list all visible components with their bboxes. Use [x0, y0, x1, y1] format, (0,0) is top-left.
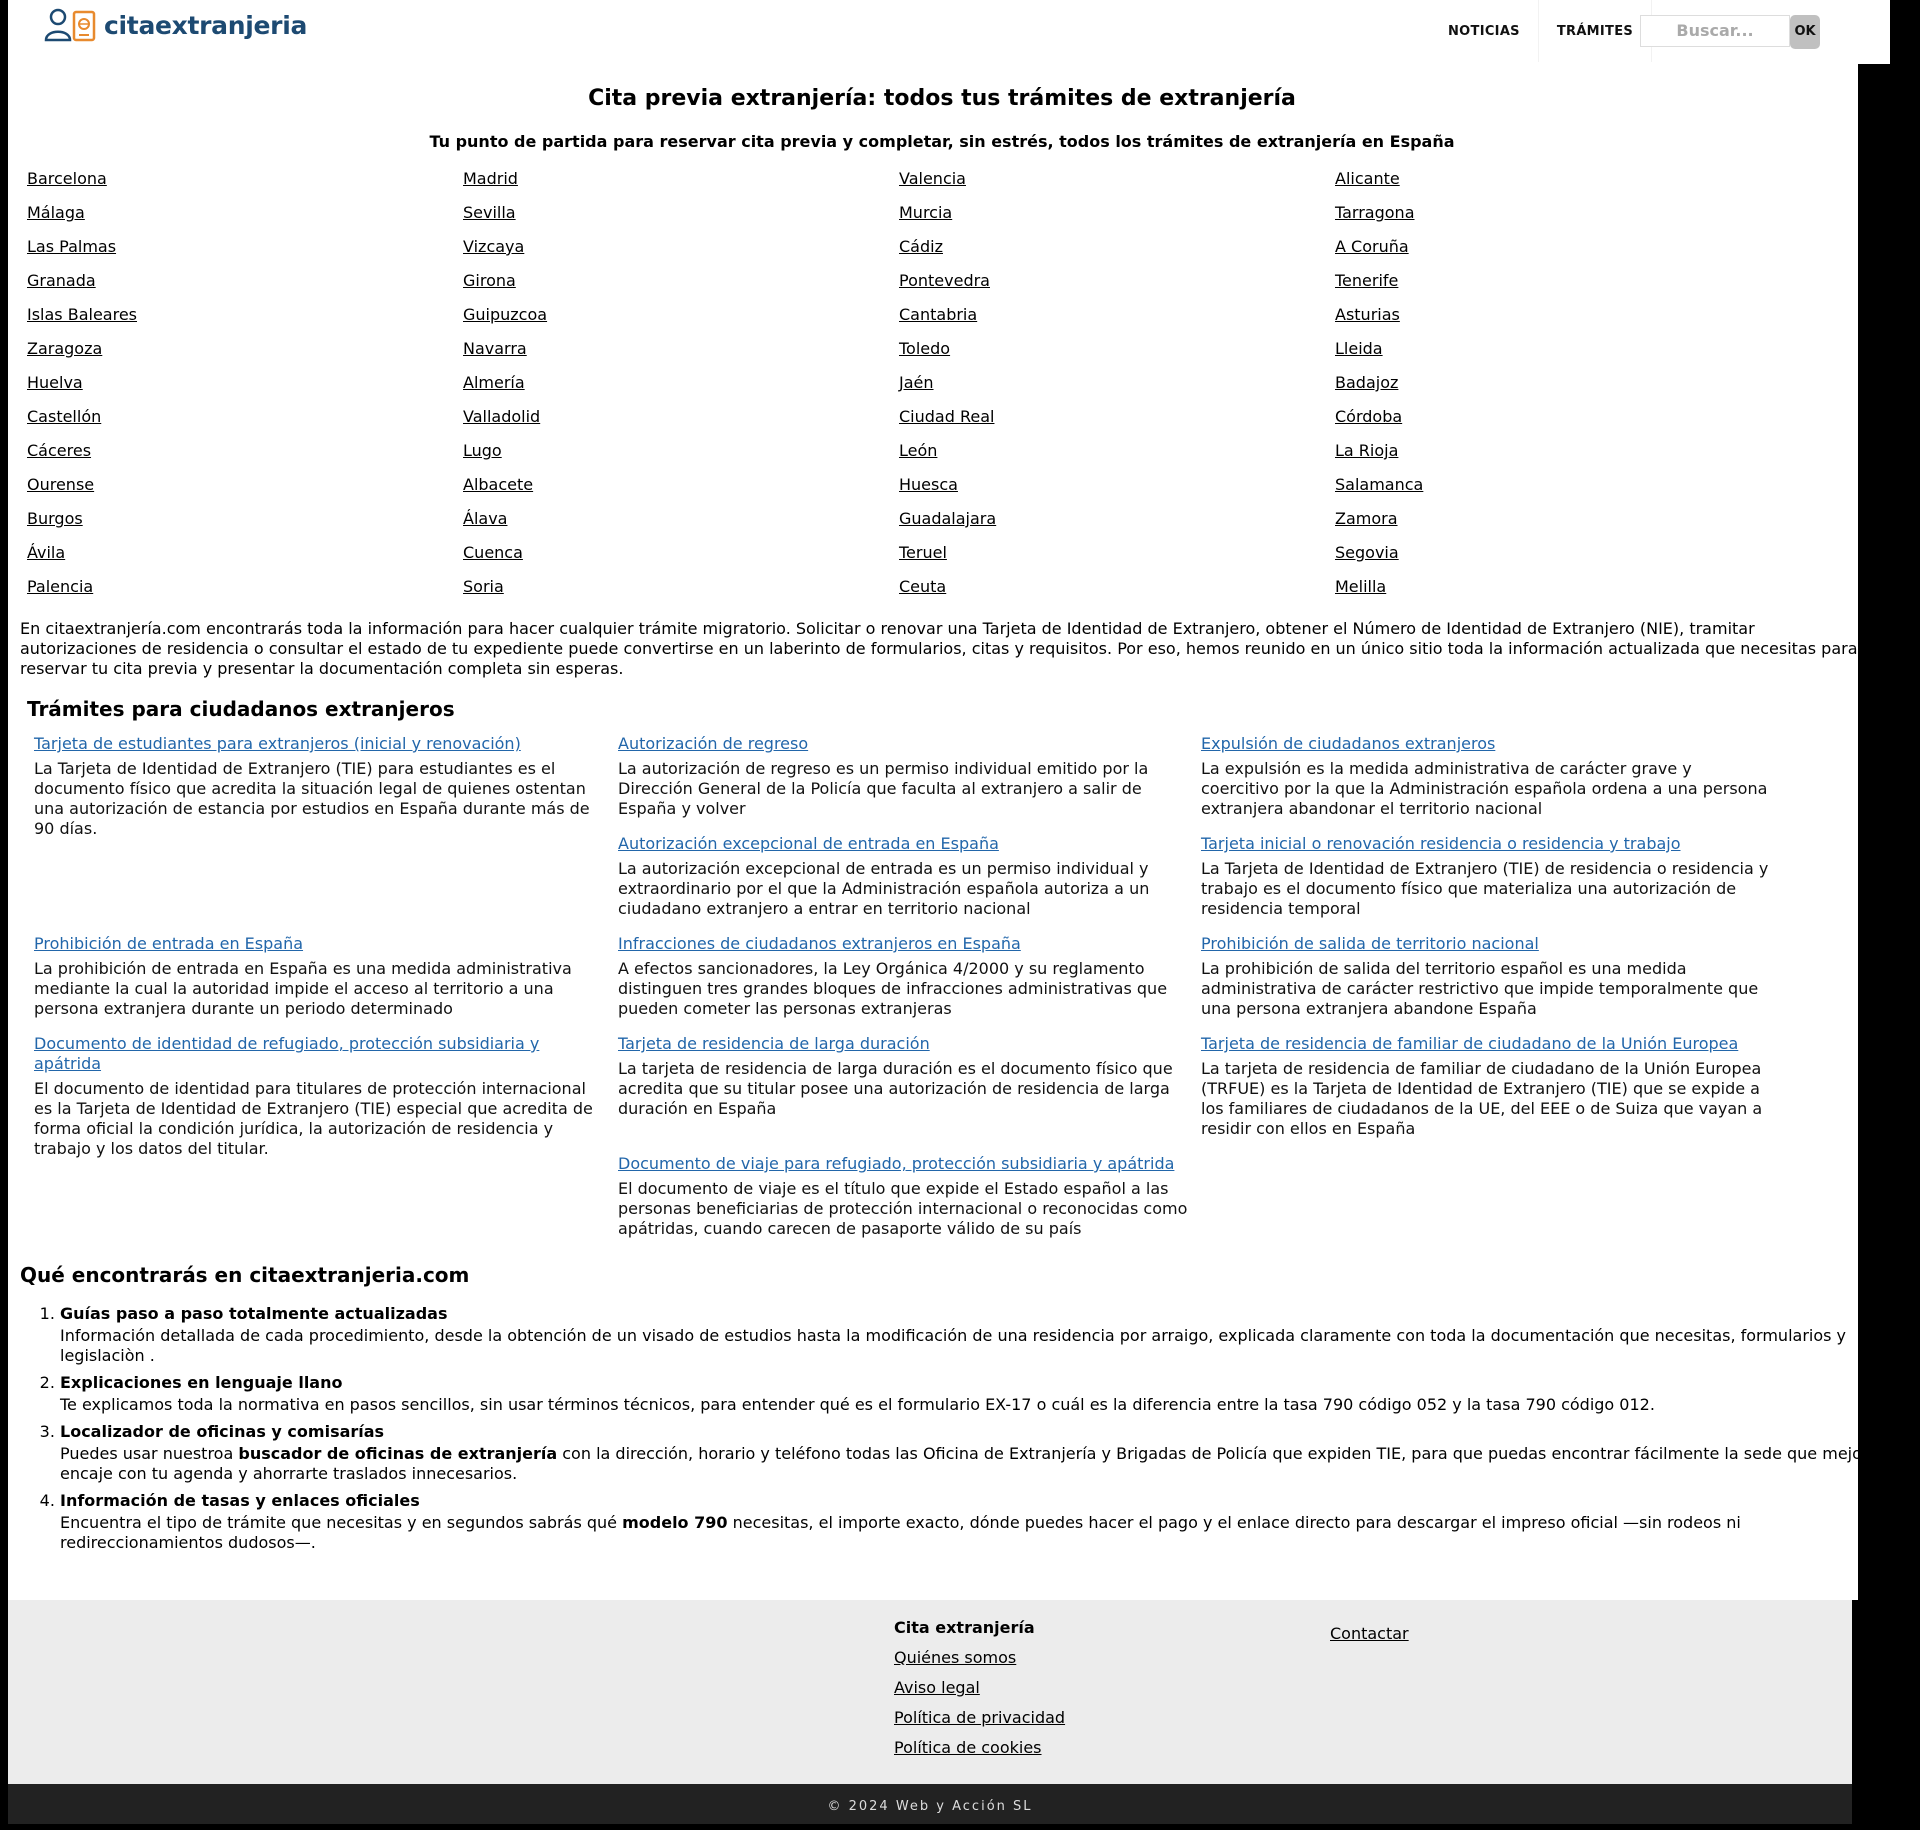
city-link[interactable]: Málaga	[27, 203, 85, 222]
city-link[interactable]: León	[899, 441, 938, 460]
footer-link-privacidad[interactable]: Política de privacidad	[894, 1708, 1066, 1727]
city-link[interactable]: Lleida	[1335, 339, 1383, 358]
city-link[interactable]: Burgos	[27, 509, 83, 528]
city-link[interactable]: Vizcaya	[463, 237, 525, 256]
features-heading: Qué encontrarás en citaextranjeria.com	[20, 1263, 470, 1287]
feature-bold-link-text: buscador de oficinas de extranjería	[238, 1444, 558, 1463]
city-link[interactable]: Castellón	[27, 407, 102, 426]
tramite-description: La Tarjeta de Identidad de Extranjero (TIE) para estudiantes es el documento físico que acredita la situación legal de quienes ostentan una autorización de estancia por estudios en España durante más de 90 días.	[34, 759, 590, 838]
search-input[interactable]: Buscar...	[1640, 15, 1790, 47]
city-link[interactable]: Soria	[463, 577, 504, 596]
tramite-link[interactable]: Infracciones de ciudadanos extranjeros en España	[618, 934, 1021, 953]
feature-text: Información detallada de cada procedimiento, desde la obtención de un visado de estudios hasta la modificación de una residencia por arraigo, explicada claramente con toda la documentación que necesitas, formularios y legislaciòn .	[60, 1326, 1847, 1365]
city-link[interactable]: Zaragoza	[27, 339, 103, 358]
tramite-link[interactable]: Prohibición de entrada en España	[34, 934, 304, 953]
city-link[interactable]: Huelva	[27, 373, 83, 392]
footer-contact-column	[1330, 1624, 1409, 1654]
city-link[interactable]: Segovia	[1335, 543, 1399, 562]
tramite-link[interactable]: Tarjeta de residencia de larga duración	[618, 1034, 930, 1053]
footer-link-contactar[interactable]: Contactar	[1330, 1624, 1409, 1643]
city-link[interactable]: Murcia	[899, 203, 953, 222]
city-link[interactable]: Valencia	[899, 169, 966, 188]
tramite-link[interactable]: Autorización excepcional de entrada en España	[618, 834, 999, 853]
tramite-link[interactable]: Tarjeta de estudiantes para extranjeros (inicial y renovación)	[34, 734, 521, 753]
feature-item	[60, 1373, 1890, 1415]
logo-text: citaextranjeria	[104, 10, 308, 40]
city-link[interactable]: Lugo	[463, 441, 502, 460]
tramite-description: La Tarjeta de Identidad de Extranjero (TIE) de residencia o residencia y trabajo es el documento físico que materializa una autorización de residencia temporal	[1201, 859, 1769, 918]
city-link[interactable]: Ciudad Real	[899, 407, 995, 426]
city-link[interactable]: Melilla	[1335, 577, 1387, 596]
feature-title: 4. Información de tasas y enlaces oficiales	[60, 1491, 420, 1510]
copyright-bar: © 2024 Web y Acción SL	[8, 1784, 1852, 1824]
tramite-description: La prohibición de entrada en España es una medida administrativa mediante la cual la autoridad impide el acceso al territorio a una persona extranjera durante un periodo determinado	[34, 959, 572, 1018]
footer-link-cookies[interactable]: Política de cookies	[894, 1738, 1042, 1757]
feature-text: Te explicamos toda la normativa en pasos sencillos, sin usar términos técnicos, para entender qué es el formulario EX-17 o cuál es la diferencia entre la tasa 790 código 052 y la tasa 790 código 012.	[60, 1395, 1655, 1414]
city-link[interactable]: Tenerife	[1335, 271, 1399, 290]
tramite-card	[1201, 934, 1771, 1019]
feature-title: 1. Guías paso a paso totalmente actualizadas	[60, 1304, 448, 1323]
footer-links-column	[894, 1618, 1065, 1768]
tramite-card	[34, 1034, 604, 1159]
tramites-heading: Trámites para ciudadanos extranjeros	[27, 697, 455, 721]
tramite-link[interactable]: Tarjeta inicial o renovación residencia o residencia y trabajo	[1201, 834, 1681, 853]
tramite-link[interactable]: Documento de viaje para refugiado, protección subsidiaria y apátrida	[618, 1154, 1175, 1173]
tramite-card	[34, 934, 604, 1019]
city-link[interactable]: Cantabria	[899, 305, 978, 324]
city-link[interactable]: Huesca	[899, 475, 958, 494]
city-link[interactable]: Salamanca	[1335, 475, 1424, 494]
tramite-link[interactable]: Autorización de regreso	[618, 734, 809, 753]
feature-title: 3. Localizador de oficinas y comisarías	[60, 1422, 385, 1441]
feature-text: con la dirección, horario y teléfono todas las Oficina de Extranjería y Brigadas de Policía que expiden TIE, para que puedas encontrar fácilmente la sede que mejor encaje con tu agenda y ahorrarte traslados innecesarios.	[60, 1444, 1869, 1483]
city-link[interactable]: Guadalajara	[899, 509, 997, 528]
footer-heading: Cita extranjería	[894, 1618, 1035, 1637]
city-link[interactable]: Badajoz	[1335, 373, 1399, 392]
city-link[interactable]: Cádiz	[899, 237, 943, 256]
city-link[interactable]: Cuenca	[463, 543, 523, 562]
tramite-description: El documento de viaje es el título que expide el Estado español a las personas beneficiarias de protección internacional o reconocidas como apátridas, cuando carecen de pasaporte válido de su país	[618, 1179, 1188, 1238]
intro-paragraph: En citaextranjería.com encontrarás toda la información para hacer cualquier trámite migratorio. Solicitar o renovar una Tarjeta de Identidad de Extranjero, obtener el Número de Identidad de Extranjero (NIE), tramitar autorizaciones de residencia o consultar el estado de tu expediente puede convertirse en un laberinto de formularios, citas y requisitos. Por eso, hemos reunido en un único sitio toda la información actualizada que necesitas para reservar tu cita previa y presentar la documentación completa sin esperas.	[20, 619, 1858, 678]
city-link[interactable]: Córdoba	[1335, 407, 1403, 426]
city-link[interactable]: Cáceres	[27, 441, 92, 460]
city-link[interactable]: Madrid	[463, 169, 518, 188]
tramite-description: La tarjeta de residencia de larga duración es el documento físico que acredita que su titular posee una autorización de residencia de larga duración en España	[618, 1059, 1173, 1118]
city-link[interactable]: Teruel	[899, 543, 947, 562]
city-link[interactable]: Tarragona	[1335, 203, 1415, 222]
city-link[interactable]: A Coruña	[1335, 237, 1409, 256]
tramite-card	[618, 834, 1188, 919]
city-link[interactable]: Alicante	[1335, 169, 1400, 188]
city-link[interactable]: Navarra	[463, 339, 527, 358]
city-link[interactable]: La Rioja	[1335, 441, 1399, 460]
tramite-description: La tarjeta de residencia de familiar de ciudadano de la Unión Europea (TRFUE) es la Tarjeta de Identidad de Extranjero (TIE) que se expide a los familiares de ciudadanos de la UE, del EEE o de Suiza que vayan a residir con ellos en España	[1201, 1059, 1763, 1138]
site-logo[interactable]	[44, 7, 307, 43]
tramite-card	[618, 1034, 1188, 1119]
tramite-link[interactable]: Documento de identidad de refugiado, protección subsidiaria y apátrida	[34, 1034, 540, 1073]
tramite-card	[1201, 1034, 1771, 1139]
tramite-card	[1201, 834, 1771, 919]
feature-title: 2. Explicaciones en lenguaje llano	[60, 1373, 343, 1392]
tramite-link[interactable]: Expulsión de ciudadanos extranjeros	[1201, 734, 1496, 753]
feature-text: Puedes usar nuestroa	[60, 1444, 239, 1463]
city-link[interactable]: Las Palmas	[27, 237, 117, 256]
feature-text: Encuentra el tipo de trámite que necesitas y en segundos sabrás qué	[60, 1513, 623, 1532]
tramite-card	[34, 734, 604, 839]
footer	[8, 1600, 1852, 1784]
city-link[interactable]: Valladolid	[463, 407, 541, 426]
nav-tramites[interactable]: TRÁMITES	[1538, 0, 1652, 62]
city-link[interactable]: Islas Baleares	[27, 305, 138, 324]
city-link[interactable]: Almería	[463, 373, 525, 392]
city-link[interactable]: Toledo	[899, 339, 951, 358]
city-link[interactable]: Ávila	[27, 543, 66, 562]
tramite-card	[1201, 734, 1771, 819]
feature-item	[60, 1304, 1890, 1366]
city-link[interactable]: Girona	[463, 271, 516, 290]
tramite-card	[618, 1154, 1188, 1239]
footer-link-quienes-somos[interactable]: Quiénes somos	[894, 1648, 1017, 1667]
city-link[interactable]: Palencia	[27, 577, 94, 596]
footer-link-aviso-legal[interactable]: Aviso legal	[894, 1678, 980, 1697]
tramite-description: La prohibición de salida del territorio español es una medida administrativa de carácter restrictivo que impide temporalmente que una persona extranjera abandone España	[1201, 959, 1759, 1018]
tramite-description: A efectos sancionadores, la Ley Orgánica 4/2000 y su reglamento distinguen tres grandes bloques de infracciones administrativas que pueden cometer las personas extranjeras	[618, 959, 1168, 1018]
city-link[interactable]: Pontevedra	[899, 271, 990, 290]
city-link[interactable]: Asturias	[1335, 305, 1400, 324]
city-link[interactable]: Jaén	[899, 373, 934, 392]
city-link[interactable]: Ceuta	[899, 577, 947, 596]
tramite-description: La autorización excepcional de entrada es un permiso individual y extraordinario por el que la Administración española autoriza a un ciudadano extranjero a entrar en territorio nacional	[618, 859, 1150, 918]
nav-noticias[interactable]: NOTICIAS	[1448, 23, 1520, 39]
main-nav	[1430, 0, 1652, 62]
city-links-grid	[27, 167, 1787, 609]
feature-bold-text: modelo 790	[622, 1513, 728, 1532]
tramite-description: La autorización de regreso es un permiso individual emitido por la Dirección General de la Policía que faculta al extranjero a salir de España y volver	[618, 759, 1149, 818]
city-link[interactable]: Granada	[27, 271, 96, 290]
city-link[interactable]: Sevilla	[463, 203, 516, 222]
feature-item	[60, 1422, 1890, 1484]
feature-text: necesitas, el importe exacto, dónde puedes hacer el pago y el enlace directo para descargar el impreso oficial —sin rodeos ni redireccionamientos dudosos—.	[60, 1513, 1741, 1552]
tramite-description: El documento de identidad para titulares de protección internacional es la Tarjeta de Identidad de Extranjero (TIE) especial que acredita de forma oficial la condición jurídica, la autorización de residencia y trabajo y los datos del titular.	[34, 1079, 593, 1158]
city-link[interactable]: Barcelona	[27, 169, 107, 188]
tramite-card	[618, 934, 1188, 1019]
tramite-link[interactable]: Prohibición de salida de territorio nacional	[1201, 934, 1539, 953]
feature-item	[60, 1491, 1890, 1553]
search-ok-button[interactable]: OK	[1790, 15, 1820, 49]
city-link[interactable]: Álava	[463, 509, 508, 528]
city-link[interactable]: Zamora	[1335, 509, 1398, 528]
page-subtitle: Tu punto de partida para reservar cita previa y completar, sin estrés, todos los trámites de extranjería en España	[429, 132, 1455, 151]
city-link[interactable]: Ourense	[27, 475, 95, 494]
passport-person-icon	[44, 7, 100, 43]
features-list	[20, 1304, 1890, 1560]
city-link[interactable]: Guipuzcoa	[463, 305, 548, 324]
tramite-description: La expulsión es la medida administrativa de carácter grave y coercitivo por la que la Administración española ordena a una persona extranjera abandonar el territorio nacional	[1201, 759, 1768, 818]
tramite-card	[618, 734, 1188, 819]
tramite-link[interactable]: Tarjeta de residencia de familiar de ciudadano de la Unión Europea	[1201, 1034, 1739, 1053]
page-title: Cita previa extranjería: todos tus trámites de extranjería	[588, 86, 1296, 111]
city-link[interactable]: Albacete	[463, 475, 534, 494]
